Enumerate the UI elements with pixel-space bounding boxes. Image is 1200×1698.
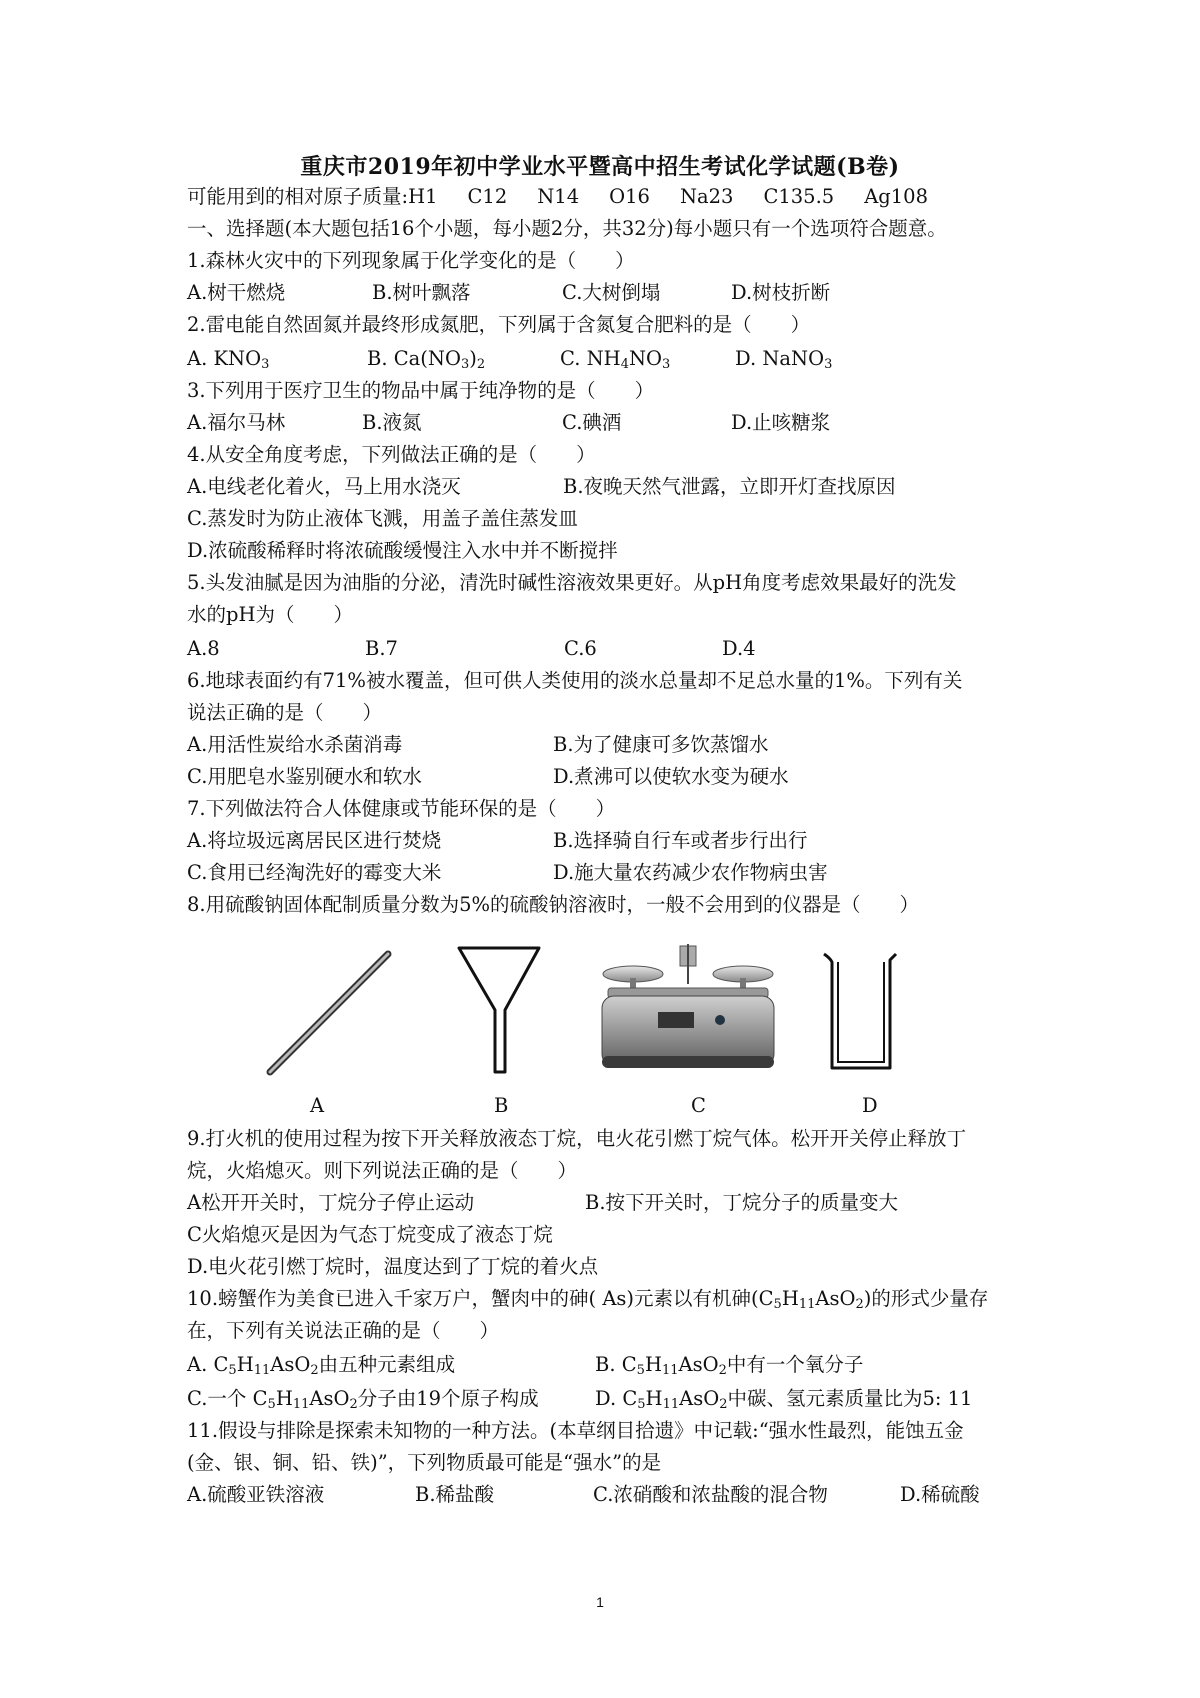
question-5-stem: 5.头发油腻是因为油脂的分泌，清洗时碱性溶液效果更好。从pH角度考虑效果最好的洗发 xyxy=(187,571,957,594)
q7-option-c: C.食用已经淘洗好的霉变大米 xyxy=(187,861,442,884)
q10-option-b: B. $C_5H_{11}AsO_2$中有一个氧分子 xyxy=(595,1353,864,1378)
q6-option-b: B.为了健康可多饮蒸馏水 xyxy=(553,733,769,756)
q2-option-d: D. NaNO$_3$ xyxy=(735,347,833,372)
figure-label-d: D xyxy=(862,1094,878,1117)
mass-item: Na23 xyxy=(679,185,734,208)
q3-option-a: A.福尔马林 xyxy=(187,411,286,434)
page-number: 1 xyxy=(596,1594,604,1610)
q10-option-c: C.一个 $C_5H_{11}AsO_2$分子由19个原子构成 xyxy=(187,1387,539,1412)
q7-option-a: A.将垃圾远离居民区进行焚烧 xyxy=(187,829,442,852)
q5-option-d: D.4 xyxy=(722,637,756,660)
q10-option-a: A. $C_5H_{11}AsO_2$由五种元素组成 xyxy=(187,1353,456,1378)
q5-option-b: B.7 xyxy=(365,637,398,660)
q6-option-c: C.用肥皂水鉴别硬水和软水 xyxy=(187,765,422,788)
glass-rod-figure xyxy=(262,948,402,1078)
q4-option-b: B.夜晚天然气泄露，立即开灯查找原因 xyxy=(563,475,896,498)
q6-option-a: A.用活性炭给水杀菌消毒 xyxy=(187,733,403,756)
q3-option-d: D.止咳糖浆 xyxy=(731,411,831,434)
q9-option-a: A松开开关时，丁烷分子停止运动 xyxy=(187,1191,475,1214)
question-10-stem-cont: 在，下列有关说法正确的是（ ） xyxy=(187,1319,500,1342)
mass-item: N14 xyxy=(537,185,580,208)
q4-option-a: A.电线老化着火，马上用水浇灭 xyxy=(187,475,461,498)
figure-label-a: A xyxy=(310,1094,325,1117)
q5-option-c: C.6 xyxy=(564,637,597,660)
q9-option-b: B.按下开关时，丁烷分子的质量变大 xyxy=(585,1191,899,1214)
question-7-stem: 7.下列做法符合人体健康或节能环保的是（ ） xyxy=(187,797,616,820)
section-heading: 一、选择题(本大题包括16个小题，每小题2分，共32分)每小题只有一个选项符合题意。 xyxy=(187,217,947,240)
mass-item: H1 xyxy=(408,185,438,208)
question-9-stem-cont: 烷，火焰熄灭。则下列说法正确的是（ ） xyxy=(187,1159,578,1182)
q1-option-a: A.树干燃烧 xyxy=(187,281,286,304)
atomic-masses-line xyxy=(187,184,958,210)
q2-option-a: A. $KNO_3$ xyxy=(187,347,270,372)
q4-option-c: C.蒸发时为防止液体飞溅，用盖子盖住蒸发皿 xyxy=(187,507,578,530)
q11-option-a: A.硫酸亚铁溶液 xyxy=(187,1483,325,1506)
question-2-stem: 2.雷电能自然固氮并最终形成氮肥，下列属于含氮复合肥料的是（ ） xyxy=(187,313,811,336)
funnel-figure xyxy=(455,944,545,1079)
beaker-figure xyxy=(820,950,900,1075)
page-title: 重庆市2019年初中学业水平暨高中招生考试化学试题(B卷) xyxy=(300,154,900,180)
q1-option-c: C.大树倒塌 xyxy=(562,281,661,304)
mass-item: C135.5 xyxy=(763,185,835,208)
question-6-stem: 6.地球表面约有71%被水覆盖，但可供人类使用的淡水总量却不足总水量的1%。下列有关 xyxy=(187,669,963,692)
q7-option-b: B.选择骑自行车或者步行出行 xyxy=(553,829,808,852)
q2-option-c: C. $NH_4NO_3$ xyxy=(560,347,671,372)
atomic-masses-label: 可能用到的相对原子质量: xyxy=(187,185,409,208)
q3-option-b: B.液氮 xyxy=(362,411,422,434)
balance-scale-figure xyxy=(598,944,778,1074)
q4-option-d: D.浓硫酸稀释时将浓硫酸缓慢注入水中并不断搅拌 xyxy=(187,539,618,562)
question-10-stem: 10.螃蟹作为美食已进入千家万户，蟹肉中的砷( As)元素以有机砷$(C_5H_{11}AsO_2)$的形式少量存 xyxy=(187,1287,989,1312)
question-5-stem-cont: 水的pH为（ ） xyxy=(187,603,353,626)
question-11-stem: 11.假设与排除是探索未知物的一种方法。(本草纲目拾遗》中记载:“强水性最烈，能蚀五金 xyxy=(187,1419,964,1442)
q2-option-b: B. $Ca(NO_3)_2$ xyxy=(367,347,486,372)
question-6-stem-cont: 说法正确的是（ ） xyxy=(187,701,383,724)
q6-option-d: D.煮沸可以使软水变为硬水 xyxy=(553,765,789,788)
q1-option-b: B.树叶飘落 xyxy=(372,281,471,304)
question-8-stem: 8.用硫酸钠固体配制质量分数为5%的硫酸钠溶液时，一般不会用到的仪器是（ ） xyxy=(187,893,920,916)
q11-option-c: C.浓硝酸和浓盐酸的混合物 xyxy=(593,1483,828,1506)
q9-option-d: D.电火花引燃丁烷时，温度达到了丁烷的着火点 xyxy=(187,1255,599,1278)
question-1-stem: 1.森林火灾中的下列现象属于化学变化的是（ ） xyxy=(187,249,635,272)
q1-option-d: D.树枝折断 xyxy=(731,281,831,304)
q10-option-d: D. $C_5H_{11}AsO_2$中碳、氢元素质量比为5: 11 xyxy=(595,1387,973,1412)
mass-item: Ag108 xyxy=(864,185,928,208)
question-11-stem-cont: (金、银、铜、铅、铁)”，下列物质最可能是“强水”的是 xyxy=(187,1451,662,1474)
q11-option-d: D.稀硫酸 xyxy=(900,1483,980,1506)
question-3-stem: 3.下列用于医疗卫生的物品中属于纯净物的是（ ） xyxy=(187,379,655,402)
q11-option-b: B.稀盐酸 xyxy=(415,1483,495,1506)
figure-label-c: C xyxy=(691,1094,706,1117)
question-4-stem: 4.从安全角度考虑，下列做法正确的是（ ） xyxy=(187,443,596,466)
mass-item: O16 xyxy=(609,185,650,208)
q3-option-c: C.碘酒 xyxy=(562,411,622,434)
q7-option-d: D.施大量农药减少农作物病虫害 xyxy=(553,861,828,884)
mass-item: C12 xyxy=(467,185,508,208)
q9-option-c: C火焰熄灭是因为气态丁烷变成了液态丁烷 xyxy=(187,1223,553,1246)
q5-option-a: A.8 xyxy=(187,637,220,660)
figure-label-b: B xyxy=(494,1094,509,1117)
question-9-stem: 9.打火机的使用过程为按下开关释放液态丁烷，电火花引燃丁烷气体。松开开关停止释放丁 xyxy=(187,1127,967,1150)
